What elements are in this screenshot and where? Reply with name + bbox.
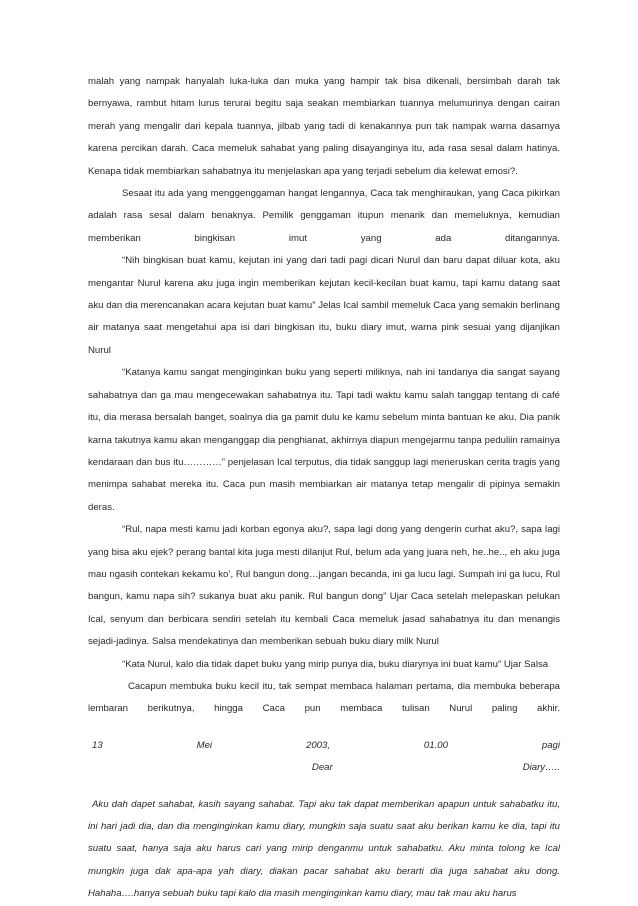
diary-period: pagi: [541, 739, 560, 751]
paragraph-3: “Nih bingkisan buat kamu, kejutan ini yang dari tadi pagi dicari Nurul dan baru dapat diluar kota, aku mengantar Nurul karena aku juga ingin memberikan kejutan kecil-kecilan buat kamu, tapi kamu datang saat aku dan dia merencanakan acara kejutan buat kamu” Jelas Ical sambil memeluk Caca yang semakin berlinang air matanya saat mengetahui apa isi dari bingkisan itu, buku diary imut, warna pink sesuai yang dijanjikan Nurul: [88, 255, 560, 356]
paragraph-6: “Kata Nurul, kalo dia tidak dapet buku yang mirip punya dia, buku diarynya ini buat kamu” Ujar Salsa: [122, 658, 549, 670]
paragraph-7: Cacapun membuka buku kecil itu, tak sempat membaca halaman pertama, dia membuka beberapa lembaran berikutnya, hingga Caca pun membaca tulisan Nurul paling akhir.: [88, 680, 560, 715]
diary-entry: Aku dah dapet sahabat, kasih sayang sahabat. Tapi aku tak dapat memberikan apapun untuk sahabatku itu, ini hari jadi dia, dan dia menginginkan kamu diary, mungkin saja suatu saat aku berikan kamu ke dia, tapi itu suatu saat, hanya saja aku harus cari yang mirip denganmu untuk sahabatku. Aku minta tolong ke Ical mungkin juga dak apa-apa yah diary, diakan pacar sahabat aku berarti dia juga sahabat aku dong. Hahaha….hanya sebuah buku tapi kalo dia masih menginginkan kamu diary, mau tak mau aku harus: [88, 798, 560, 900]
diary-month: Mei: [196, 739, 213, 751]
diary-greeting: [88, 757, 560, 779]
diary-date-line: [88, 735, 560, 757]
paragraph-2: Sesaat itu ada yang menggenggaman hangat lengannya, Caca tak menghiraukan, yang Caca pikirkan adalah rasa sesal dalam benaknya. Pemilik genggaman itupun menarik dan memeluknya, kemudian memberikan bingkisan imut yang ada ditangannya.: [88, 188, 560, 244]
paragraph-5: “Rul, napa mesti kamu jadi korban egonya aku?, sapa lagi dong yang dengerin curhat aku?, sapa lagi yang bisa aku ejek? perang bantal kita juga mesti dilanjut Rul, belum ada yang juara neh, he..he.., eh aku juga mau ngasih contekan kekamu ko’, Rul bangun dong…jangan becanda, ini ga lucu lagi. Sumpah ini ga lucu, Rul bangun, kamu napa sih? sukanya buat aku panik. Rul bangun dong” Ujar Caca setelah melepaskan pelukan Ical, senyum dan berbicara sendiri setelah itu kembali Caca memeluk jasad sahabatnya itu dan menangis sejadi-jadinya. Salsa mendekatinya dan memberikan sebuah buku diary milk Nurul: [88, 524, 560, 648]
paragraph-4: “Katanya kamu sangat menginginkan buku yang seperti miliknya, nah ini tandanya dia sangat sayang sahabatnya dan ga mau mengecewakan sahabatnya itu. Tapi tadi waktu kamu salah tanggap tentang di café itu, dia merasa bersalah banget, soalnya dia ga pamit dulu ke kamu sebelum minta bantuan ke aku. Dia panik karna takutnya kamu akan menganggap dia penghianat, akhirnya diapun mengejarmu tanpa peduliin ramainya kendaraan dan bus itu…………” penjelasan Ical terputus, dia tidak sanggup lagi meneruskan cerita tragis yang menimpa sahabat mereka itu. Caca pun masih membiarkan air matanya tetap mengalir di pipinya semakin deras.: [88, 367, 560, 513]
diary-recipient: Diary…..: [522, 762, 560, 774]
paragraph-1: malah yang nampak hanyalah luka-luka dan muka yang hampir tak bisa dikenali, bersimbah darah tak bernyawa, rambut hitam lurus terurai begitu saja seakan membiarkan tuannya melumurinya dengan cairan merah yang mengalir dari kepala tuannya, jilbab yang tadi di kenakannya pun tak nampak warna dasarnya karena percikan darah. Caca memeluk sahabat yang paling disayanginya itu, ada rasa sesal dalam hatinya. Kenapa tidak membiarkan sahabatnya itu menjelaskan apa yang terjadi sebelum dia kelewat emosi?.: [88, 76, 560, 177]
story-text: [88, 71, 560, 906]
diary-year: 2003,: [305, 739, 330, 751]
diary-day: 13: [92, 739, 103, 751]
diary-time: 01.00: [423, 739, 448, 751]
diary-dear: Dear: [311, 762, 333, 774]
